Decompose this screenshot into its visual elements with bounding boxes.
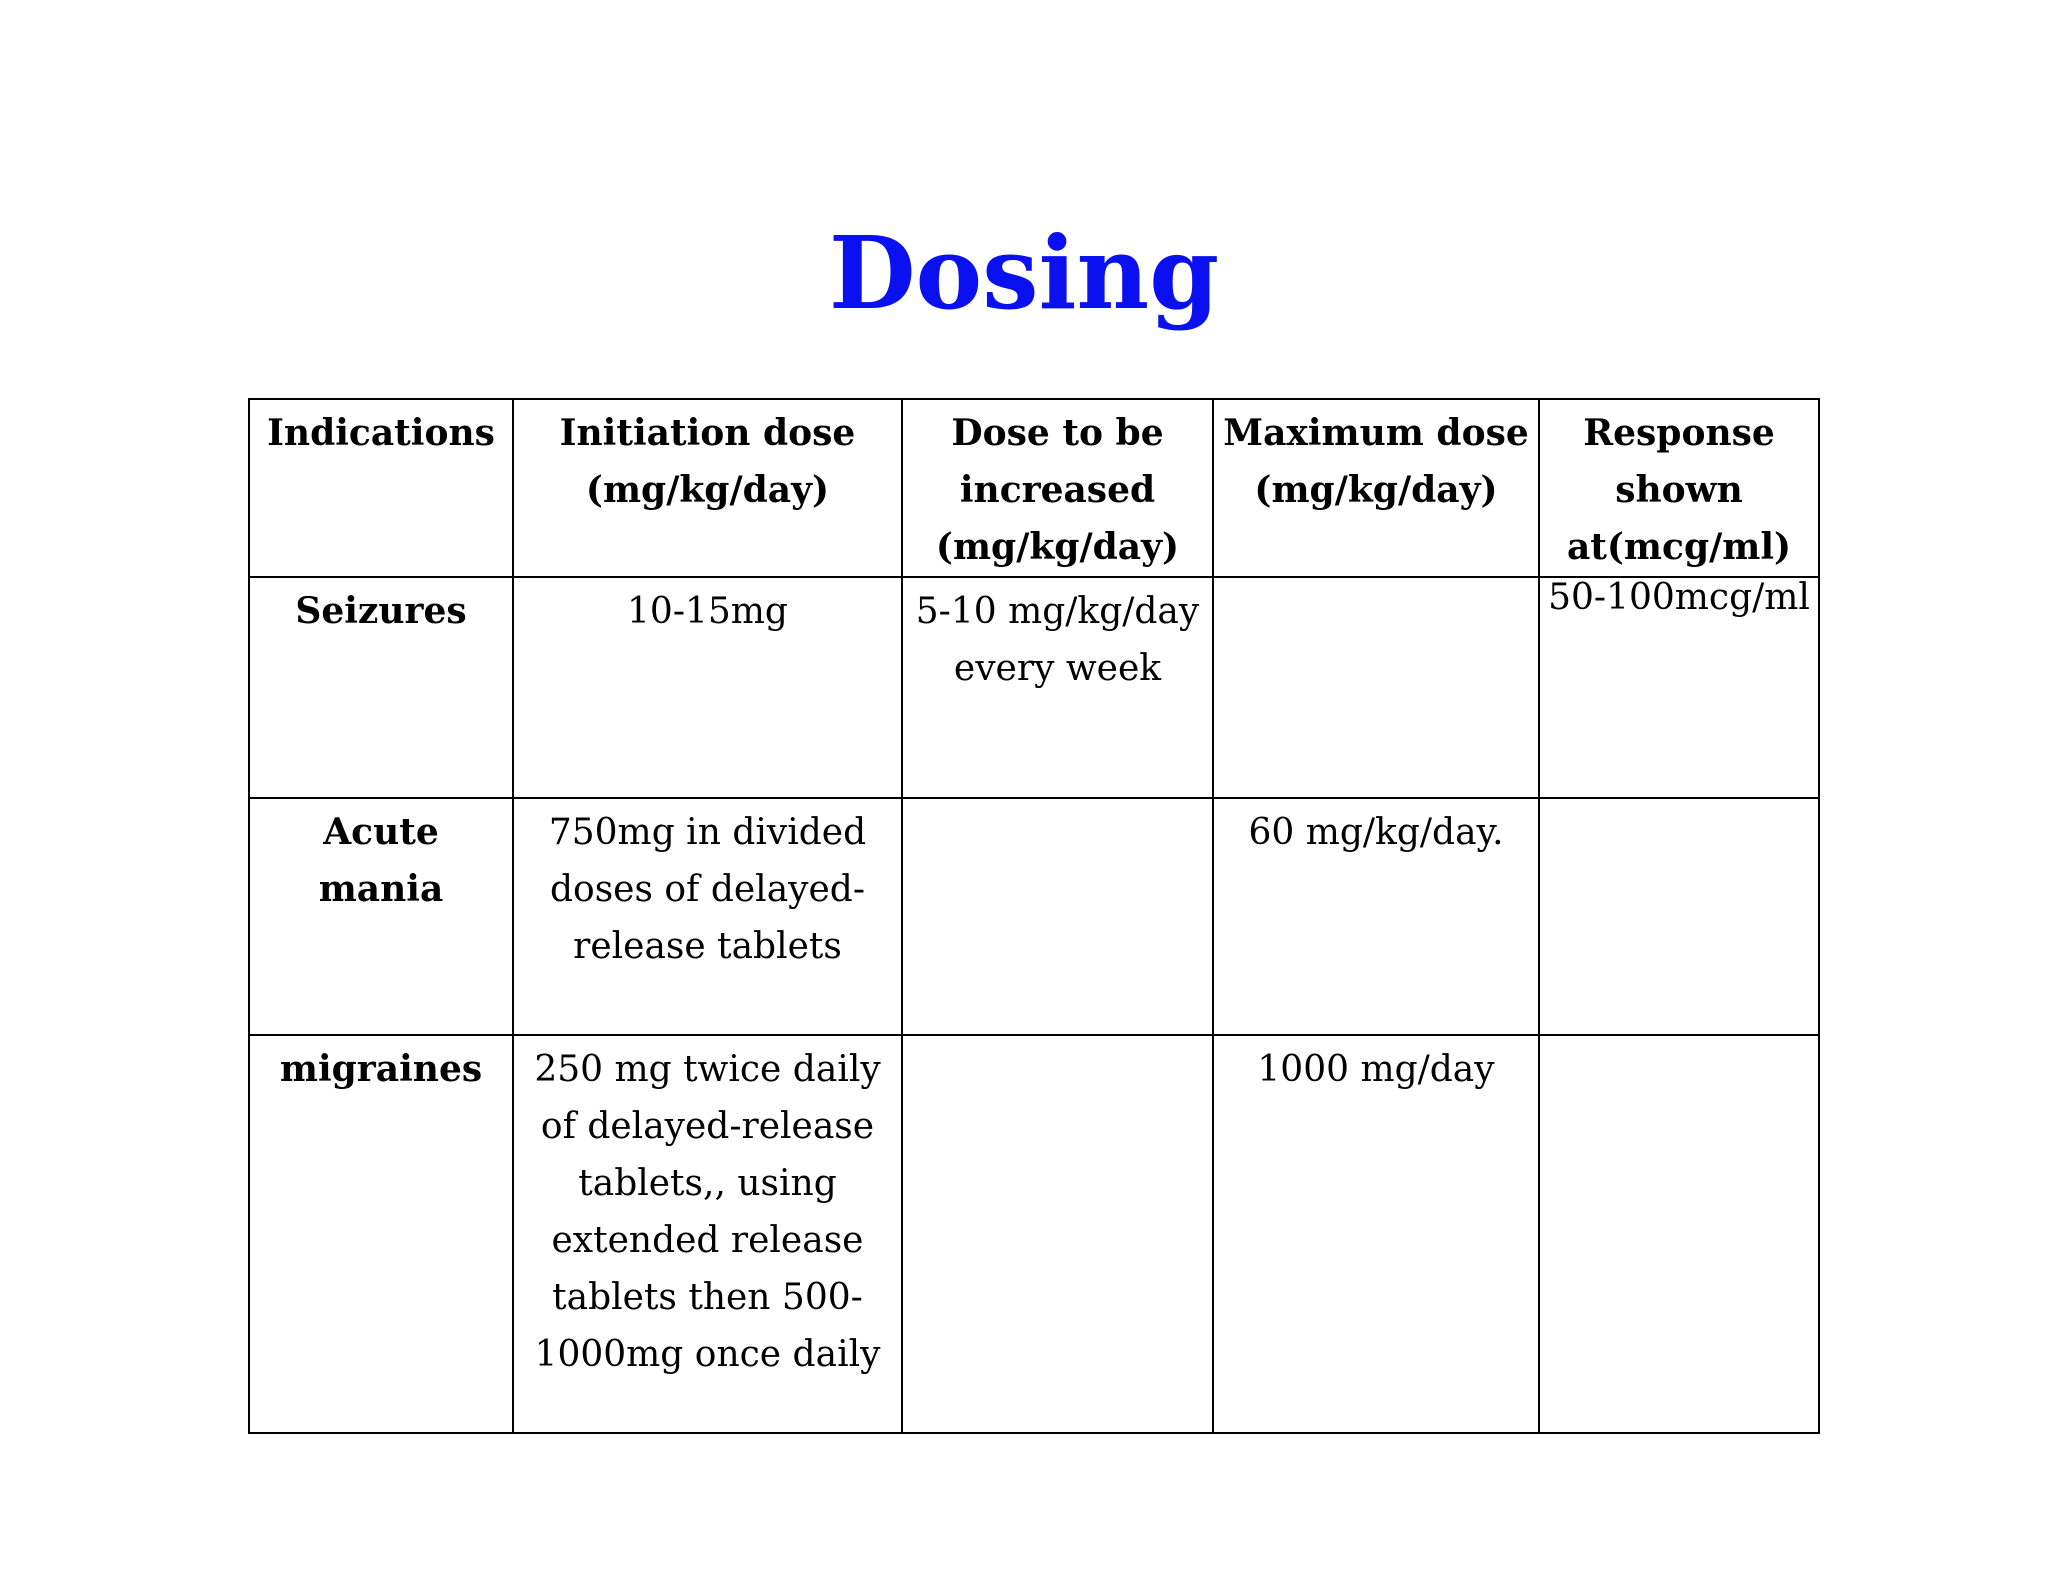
cell-dose-increase: 5-10 mg/kg/day every week bbox=[902, 577, 1213, 798]
cell-maximum-dose: 60 mg/kg/day. bbox=[1213, 798, 1539, 1035]
cell-response: 50-100mcg/ml bbox=[1539, 577, 1819, 798]
table-row bbox=[249, 1035, 1819, 1433]
header-initiation-dose: Initiation dose (mg/kg/day) bbox=[513, 399, 902, 577]
cell-dose-increase bbox=[902, 798, 1213, 1035]
cell-indication: Seizures bbox=[249, 577, 513, 798]
table-row bbox=[249, 798, 1819, 1035]
cell-maximum-dose bbox=[1213, 577, 1539, 798]
header-dose-increase: Dose to be increased (mg/kg/day) bbox=[902, 399, 1213, 577]
dosing-table bbox=[248, 398, 1820, 1434]
cell-response bbox=[1539, 798, 1819, 1035]
header-indications: Indications bbox=[249, 399, 513, 577]
cell-initiation-dose: 10-15mg bbox=[513, 577, 902, 798]
table-header-row bbox=[249, 399, 1819, 577]
slide-title: Dosing bbox=[828, 214, 1220, 332]
header-response: Response shown at(mcg/ml) bbox=[1539, 399, 1819, 577]
header-maximum-dose: Maximum dose (mg/kg/day) bbox=[1213, 399, 1539, 577]
cell-indication: migraines bbox=[249, 1035, 513, 1433]
table-row bbox=[249, 577, 1819, 798]
cell-initiation-dose: 750mg in divided doses of delayed-release tablets bbox=[513, 798, 902, 1035]
cell-maximum-dose: 1000 mg/day bbox=[1213, 1035, 1539, 1433]
cell-indication: Acute mania bbox=[249, 798, 513, 1035]
cell-initiation-dose: 250 mg twice daily of delayed-release tablets,, using extended release tablets then 500-1000mg once daily bbox=[513, 1035, 902, 1433]
cell-response bbox=[1539, 1035, 1819, 1433]
cell-dose-increase bbox=[902, 1035, 1213, 1433]
